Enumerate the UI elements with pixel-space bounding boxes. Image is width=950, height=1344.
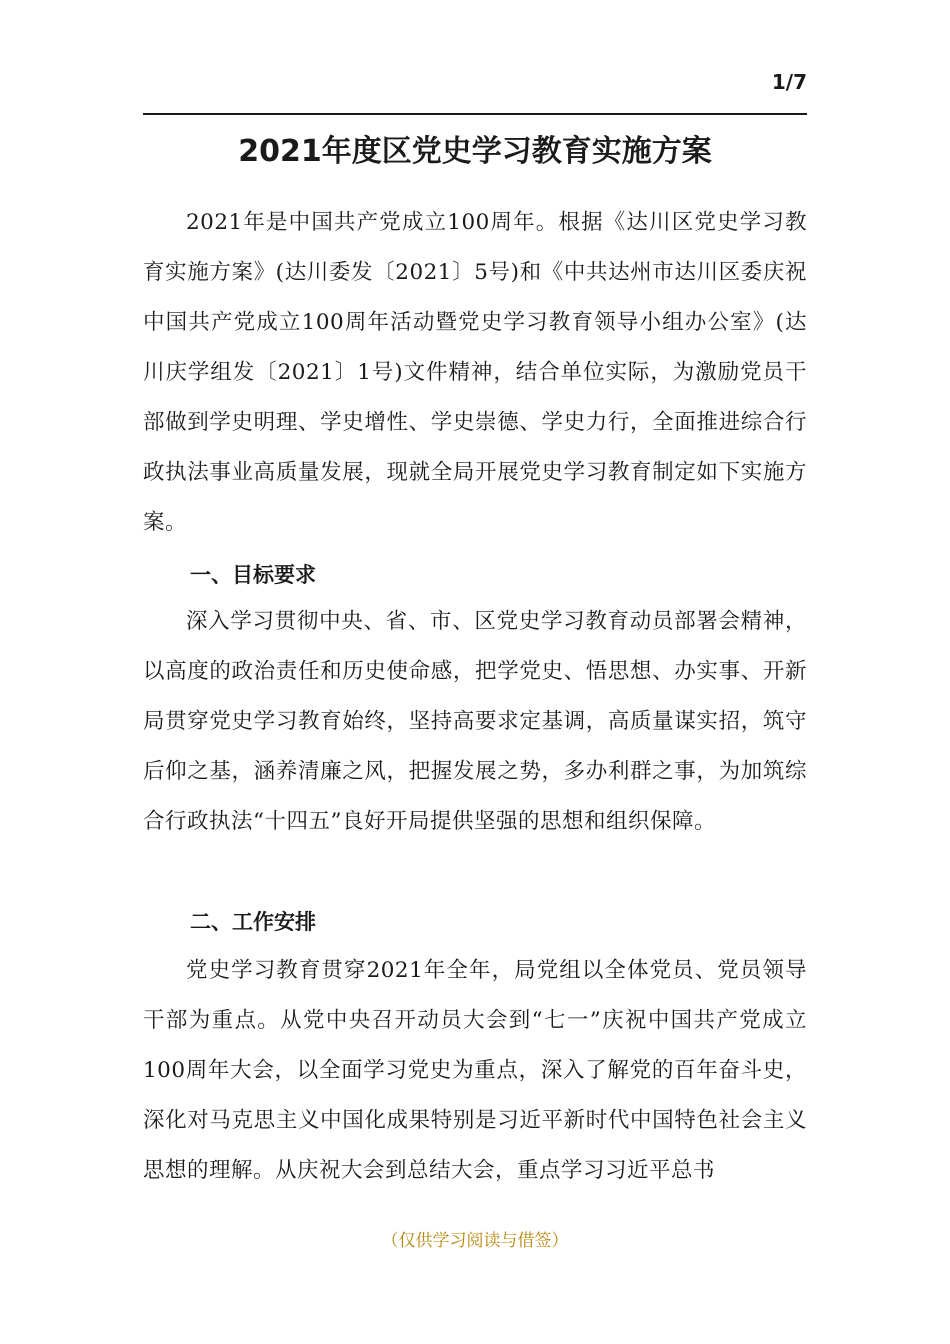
page-number: 1/7 — [771, 70, 807, 94]
section-2-paragraph: 党史学习教育贯穿2021年全年，局党组以全体党员、党员领导干部为重点。从党中央召开动员大会到“七一”庆祝中国共产党成立100周年大会，以全面学习党史为重点，深入了解党的百年奋斗史，深化对马克思主义中国化成果特别是习近平新时代中国特色社会主义思想的理解。从庆祝大会到总结大会，重点学习习近平总书 — [143, 958, 807, 1183]
document-title: 2021年度区党史学习教育实施方案 — [238, 134, 712, 169]
section-1-paragraph: 深入学习贯彻中央、省、市、区党史学习教育动员部署会精神，以高度的政治责任和历史使命感，把学党史、悟思想、办实事、开新局贯穿党史学习教育始终，坚持高要求定基调，高质量谋实招，筑守后仰之基，涵养清廉之风，把握发展之势，多办利群之事，为加筑综合行政执法“十四五”良好开局提供坚强的思想和组织保障。 — [143, 609, 807, 834]
intro-paragraph: 2021年是中国共产党成立100周年。根据《达川区党史学习教育实施方案》(达川委发〔2021〕5号)和《中共达州市达川区委庆祝中国共产党成立100周年活动暨党史学习教育领导小组办公室》(达川庆学组发〔2021〕1号)文件精神，结合单位实际，为激励党员干部做到学史明理、学史增性、学史崇德、学史力行，全面推进综合行政执法事业高质量发展，现就全局开展党史学习教育制定如下实施方案。 — [143, 210, 807, 535]
footer-note: （仅供学习阅读与借签） — [381, 1231, 569, 1251]
section-2-heading: 二、工作安排 — [190, 910, 316, 934]
header-rule — [143, 113, 807, 115]
section-1-heading: 一、目标要求 — [190, 563, 316, 587]
